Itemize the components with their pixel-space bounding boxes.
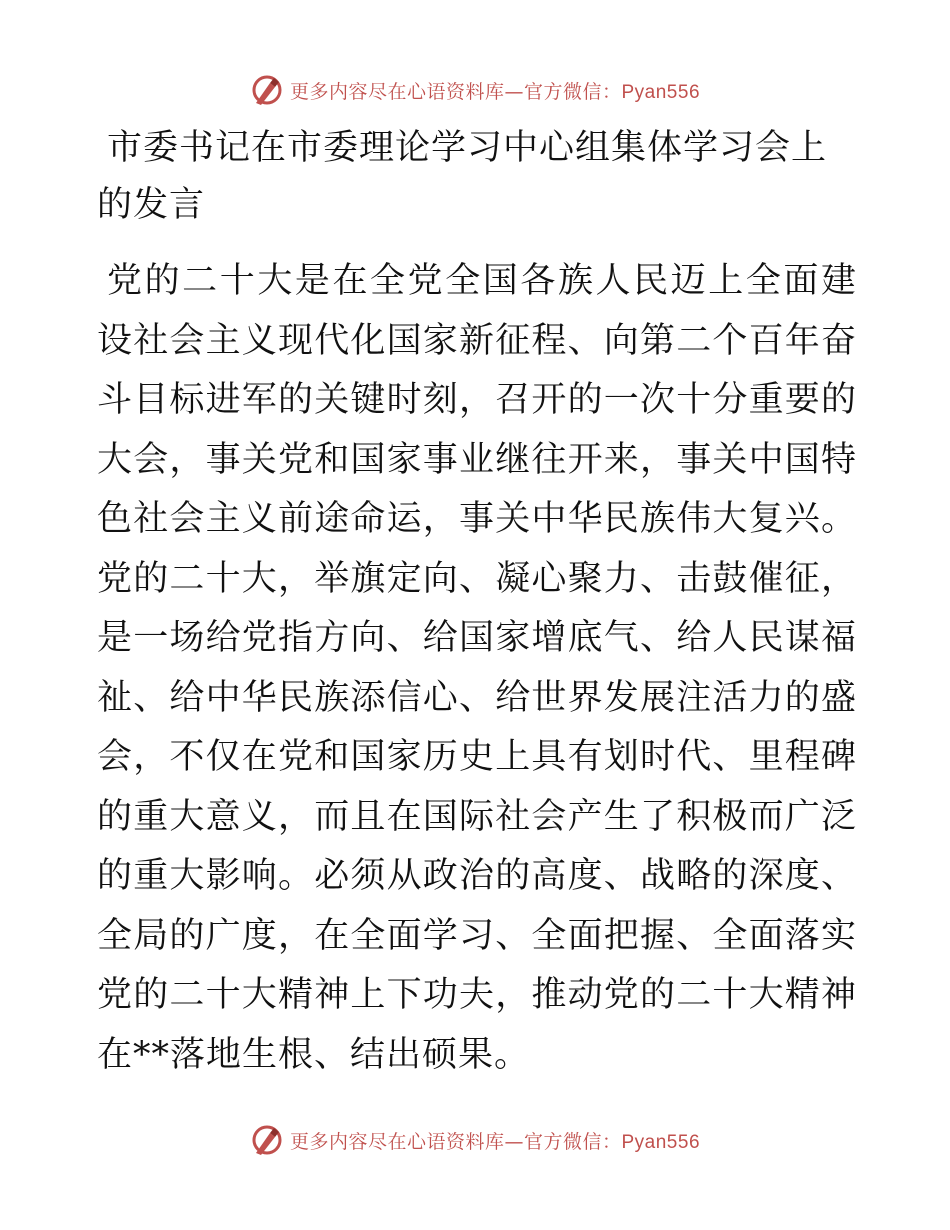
banner-wechat-label: 官方微信： [523,1130,622,1153]
document-paragraph: 党的二十大是在全党全国各族人民迈上全面建设社会主义现代化国家新征程、向第二个百年奋斗目标进军的关键时刻，召开的一次十分重要的大会，事关党和国家事业继往开来，事关中国特色社会主义前途命运，事关中华民族伟大复兴。党的二十大，举旗定向、凝心聚力、击鼓催征，是一场给党指方向、给国家增底气、给人民谋福祉、给中华民族添信心、给世界发展注活力的盛会，不仅在党和国家历史上具有划时代、里程碑的重大意义，而且在国际社会产生了积极而广泛的重大影响。必须从政治的高度、战略的深度、全局的广度，在全面学习、全面把握、全面落实党的二十大精神上下功夫，推动党的二十大精神在**落地生根、结出硕果。 [97,261,857,1075]
banner-brand: 更多内容尽在心语资料库 [289,80,505,103]
banner-separator: — [504,1130,524,1153]
banner-account: Pyan556 [621,1131,701,1153]
pen-logo-icon [250,1123,284,1157]
footer-watermark-banner [0,1120,950,1160]
document-body [97,120,857,1085]
banner-account: Pyan556 [621,81,701,103]
banner-wechat-label: 官方微信： [523,80,622,103]
banner-separator: — [504,80,524,103]
pen-logo-icon [250,73,284,107]
document-title: 市委书记在市委理论学习中心组集体学习会上的发言 [97,128,828,225]
banner-text [290,1127,700,1154]
banner-brand: 更多内容尽在心语资料库 [289,1130,505,1153]
banner-text [290,77,700,104]
header-watermark-banner [0,70,950,110]
